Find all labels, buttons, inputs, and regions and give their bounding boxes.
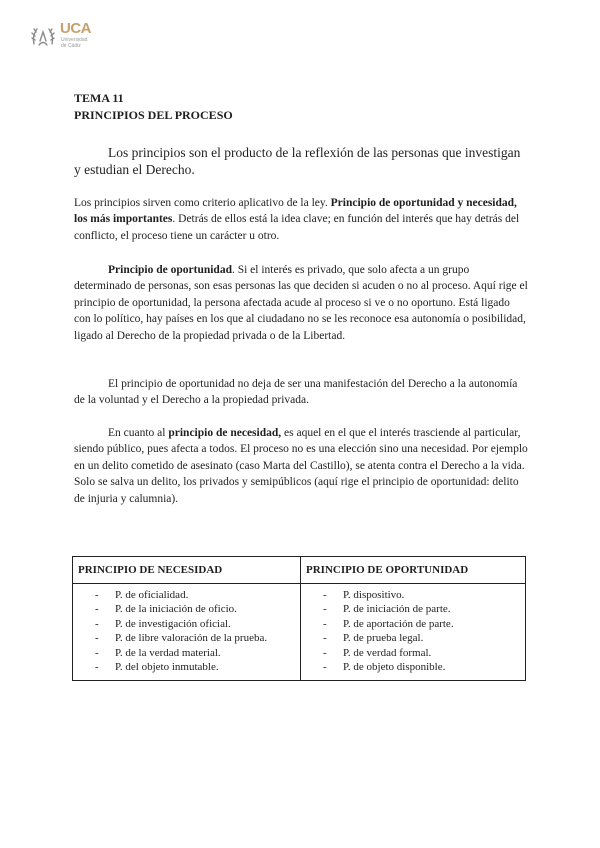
principles-comparison-table (72, 556, 526, 681)
list-item: - P. del objeto inmutable. (73, 660, 300, 674)
opportunity-list (301, 584, 525, 680)
list-item: - P. de prueba legal. (301, 631, 525, 645)
paragraph-bold-text: principio de necesidad, (168, 427, 282, 439)
necessity-cell (73, 584, 301, 681)
topic-title: PRINCIPIOS DEL PROCESO (74, 108, 233, 122)
lead-paragraph: Los principios son el producto de la reflexión de las personas que investigan y estudian el Derecho. (74, 145, 521, 177)
paragraph-bold-text: Principio de oportunidad y necesidad, los más importantes (74, 197, 517, 226)
university-logo (30, 20, 110, 52)
list-item: - P. de la iniciación de oficio. (73, 602, 300, 616)
table-header-necessity: PRINCIPIO DE NECESIDAD (73, 557, 301, 584)
table-header-row (73, 557, 526, 584)
opportunity-cell (301, 584, 526, 681)
table-header-opportunity: PRINCIPIO DE OPORTUNIDAD (301, 557, 526, 584)
paragraph-opportunity-manifestation: El principio de oportunidad no deja de ser una manifestación del Derecho a la autonomía de la voluntad y el Derecho a la propiedad privada. (74, 378, 518, 407)
table-row (73, 584, 526, 681)
logo-subtitle-line-1: Universidad (61, 37, 88, 43)
list-item: - P. de investigación oficial. (73, 617, 300, 631)
list-item: - P. de verdad formal. (301, 646, 525, 660)
document-heading (74, 90, 233, 124)
paragraph-text: . Si el interés es privado, que solo afecta a un grupo determinado de personas, son esas personas las que deciden si acuden o no al proceso. Aquí rige el principio de oportunidad, la persona afectada acude al proceso si ve o no oportuno. Está ligado con lo político, hay países en los que al ciudadano no se les reconoce esa autonomía o posibilidad, ligado al Derecho de la propiedad privada o de la Libertad. (74, 264, 528, 342)
list-item: - P. de oficialidad. (73, 588, 300, 602)
list-item: - P. de aportación de parte. (301, 617, 525, 631)
necessity-list (73, 584, 300, 680)
list-item: - P. de la verdad material. (73, 646, 300, 660)
paragraph-principles (74, 195, 528, 244)
logo-subtitle (61, 37, 111, 49)
list-item: - P. dispositivo. (301, 588, 525, 602)
laurel-emblem-icon (30, 24, 56, 48)
paragraph-opportunity (74, 262, 528, 344)
logo-text: UCA (60, 20, 91, 37)
paragraph-bold-text: Principio de oportunidad (108, 264, 232, 276)
logo-subtitle-line-2: de Cádiz (61, 43, 81, 49)
paragraph-text: . Detrás de ellos está la idea clave; en función del interés que hay detrás del conflicto, el proceso tiene un carácter u otro. (74, 213, 520, 242)
list-item: - P. de objeto disponible. (301, 660, 525, 674)
paragraph-text: En cuanto al (108, 427, 169, 439)
paragraph-text: es aquel en el que el interés trasciende al particular, siendo público, pues afecta a todos. El proceso no es una elección sino una necesidad. Por ejemplo en un delito cometido de asesinato (caso Marta del Castillo), se atenta contra el Derecho a la vida. Solo se salva un delito, los privados y semipúblicos (aquí rige el principio de oportunidad: delito de injuria y calumnia). (74, 427, 528, 505)
topic-number: TEMA 11 (74, 91, 124, 105)
paragraph-necessity (74, 425, 528, 507)
list-item: - P. de libre valoración de la prueba. (73, 631, 300, 645)
paragraph-text: Los principios sirven como criterio aplicativo de la ley. (74, 197, 331, 209)
list-item: - P. de iniciación de parte. (301, 602, 525, 616)
